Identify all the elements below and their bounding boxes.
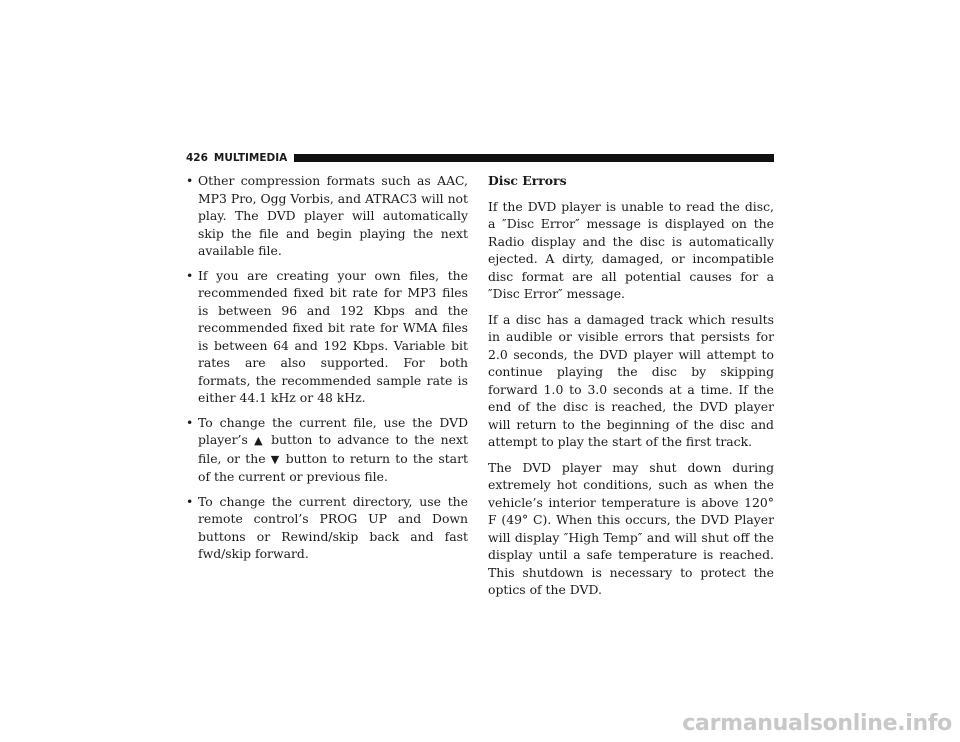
left-column xyxy=(186,172,468,570)
list-item xyxy=(186,172,468,260)
right-column xyxy=(488,172,774,607)
paragraph: If the DVD player is unable to read the disc, a ″Disc Error″ message is displayed on the Radio display and the disc is automatically ejected. A dirty, damaged, or incompatible disc format are all potential causes for a ″Disc Error″ message. xyxy=(488,198,774,301)
up-arrow-icon: ▲ xyxy=(254,434,265,447)
page-number: 426 xyxy=(186,152,208,164)
list-item-text: button to advance to the next file, or the xyxy=(198,432,468,466)
list-item-text: button to return to the start of the current or previous file. xyxy=(198,450,468,484)
bullet-icon: • xyxy=(186,267,194,283)
bullet-icon: • xyxy=(186,173,194,188)
list-item xyxy=(186,267,468,407)
list-item xyxy=(186,493,468,563)
list-item-text: To change the current file, use the DVD player’s xyxy=(198,414,468,447)
paragraph: The DVD player may shut down during extremely hot conditions, such as when the vehicle’s interior temperature is above 120° F (49° C). When this occurs, the DVD Player will display ″High Temp″ and will shut off the display until a safe temperature is reached. This shutdown is necessary to protect the optics of the DVD. xyxy=(488,459,774,597)
bullet-icon: • xyxy=(186,493,194,509)
watermark: carmanualsonline.info xyxy=(682,711,952,736)
bullet-list xyxy=(186,172,468,563)
header-rule xyxy=(294,154,774,162)
list-item xyxy=(186,414,468,486)
section-title: MULTIMEDIA xyxy=(213,152,288,164)
bullet-icon: • xyxy=(186,414,194,430)
list-item-text: To change the current directory, use the remote control’s PROG UP and Down buttons or Rewind/skip back and fast fwd/skip forward. xyxy=(198,493,468,561)
list-item-text: Other compression formats such as AAC, MP3 Pro, Ogg Vorbis, and ATRAC3 will not play. The DVD player will automatically skip the file and begin playing the next available file. xyxy=(198,173,468,258)
list-item-text: If you are creating your own files, the recommended fixed bit rate for MP3 files is between 96 and 192 Kbps and the recommended fixed bit rate for WMA files is between 64 and 192 Kbps. Variable bit rates are also supported. For both formats, the recommended sample rate is either 44.1 kHz or 48 kHz. xyxy=(198,267,468,405)
section-heading: Disc Errors xyxy=(488,173,567,188)
page-header xyxy=(186,152,774,164)
paragraph: If a disc has a damaged track which results in audible or visible errors that persists for 2.0 seconds, the DVD player will attempt to continue playing the disc by skipping forward 1.0 to 3.0 seconds at a time. If the end of the disc is reached, the DVD player will return to the beginning of the disc and attempt to play the start of the first track. xyxy=(488,311,774,449)
down-arrow-icon: ▼ xyxy=(270,452,281,466)
